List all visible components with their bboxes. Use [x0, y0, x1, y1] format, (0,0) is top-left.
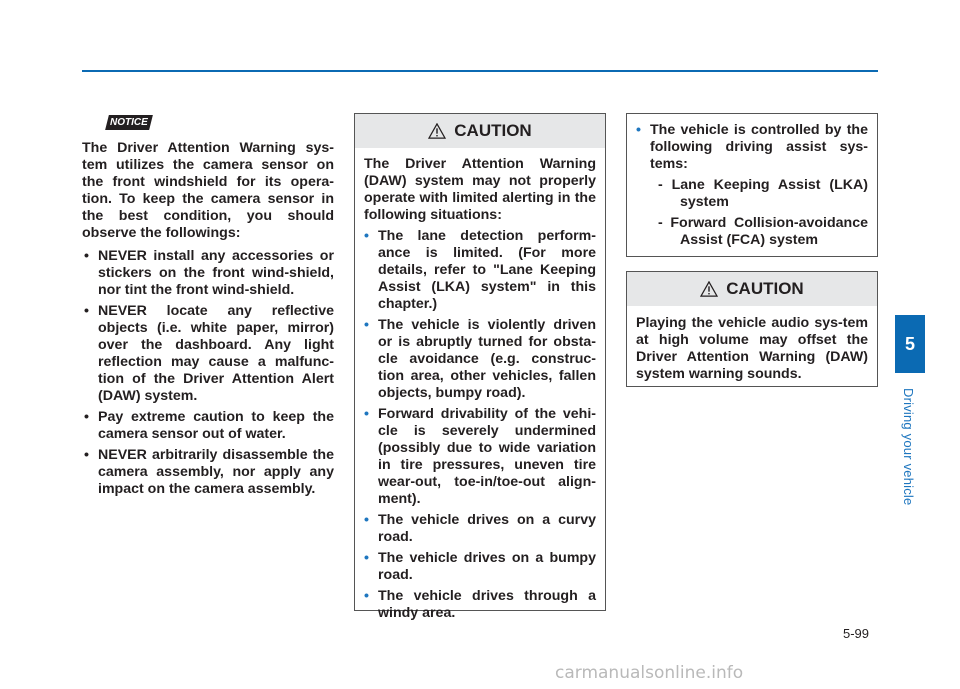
bullet-dot-icon: • — [84, 303, 89, 319]
bullet-dot-icon: • — [364, 550, 369, 566]
caution-box-continued — [626, 113, 878, 257]
page-number: 5-99 — [843, 626, 870, 641]
list-item: • The vehicle is violently driven or is abruptly turned for obsta-cle avoidance (e.g. construc-tion area, other vehicles, fallen objects, bumpy road). — [364, 317, 596, 401]
caution-list — [364, 228, 596, 622]
bullet-dot-icon: • — [84, 447, 89, 463]
top-rule — [82, 70, 878, 72]
sub-item: - Lane Keeping Assist (LKA) system — [658, 177, 868, 210]
caution-body: Playing the vehicle audio sys-tem at high volume may offset the Driver Attention Warning (DAW) system warning sounds. — [636, 315, 868, 382]
list-item: • The lane detection perform-ance is limited. (For more details, refer to "Lane Keeping Assist (LKA) system" in this chapter.) — [364, 228, 596, 312]
list-item: • NEVER locate any reflective objects (i.e. white paper, mirror) over the dashboard. Any light reflection may cause a malfunc-tion of the Driver Attention Alert (DAW) system. — [84, 303, 334, 404]
caution-header — [627, 272, 877, 306]
warning-triangle-icon — [428, 123, 446, 139]
caution-box-audio — [626, 271, 878, 387]
caution-intro: The Driver Attention Warning (DAW) system may not properly operate with limited alerting in the following situations: — [364, 156, 596, 223]
bullet-dot-icon: • — [364, 228, 369, 244]
chapter-title: Driving your vehicle — [901, 388, 916, 506]
bullet-dot-icon: • — [364, 317, 369, 333]
list-item: • Forward drivability of the vehi-cle is severely undermined (possibly due to wide variation in tire pressures, uneven tire wear-out, toe-in/toe-out align-ment). — [364, 406, 596, 507]
watermark: carmanualsonline.info — [555, 663, 744, 683]
list-item: • The vehicle drives through a windy area. — [364, 588, 596, 621]
notice-section — [82, 140, 334, 502]
notice-intro: The Driver Attention Warning sys-tem utilizes the camera sensor on the front windshield for its opera-tion. To keep the camera sensor in the best condition, you should observe the followings: — [82, 140, 334, 241]
list-item: • NEVER install any accessories or stickers on the front wind-shield, nor tint the front wind-shield. — [84, 248, 334, 298]
bullet-dot-icon: • — [84, 409, 89, 425]
caution-title: CAUTION — [726, 279, 804, 298]
bullet-dot-icon: • — [636, 122, 641, 138]
bullet-dot-icon: • — [364, 406, 369, 422]
notice-list — [82, 248, 334, 498]
warning-triangle-icon — [700, 281, 718, 297]
continued-list — [636, 122, 868, 249]
list-item: • The vehicle drives on a bumpy road. — [364, 550, 596, 583]
caution-header — [355, 114, 605, 148]
bullet-dot-icon: • — [364, 588, 369, 604]
list-item: • The vehicle is controlled by the following driving assist sys-tems: - Lane Keeping Assist (LKA) system - Forward Collision-avoidance Assist (FCA) system — [636, 122, 868, 248]
list-item: • Pay extreme caution to keep the camera sensor out of water. — [84, 409, 334, 442]
list-item: • NEVER arbitrarily disassemble the camera assembly, nor apply any impact on the camera assembly. — [84, 447, 334, 497]
list-item: • The vehicle drives on a curvy road. — [364, 512, 596, 545]
notice-badge: NOTICE — [105, 115, 153, 130]
bullet-dot-icon: • — [84, 248, 89, 264]
bullet-dot-icon: • — [364, 512, 369, 528]
sub-item: - Forward Collision-avoidance Assist (FCA) system — [658, 215, 868, 248]
chapter-number-tab: 5 — [895, 315, 925, 373]
caution-title: CAUTION — [454, 121, 532, 140]
caution-box-primary — [354, 113, 606, 621]
